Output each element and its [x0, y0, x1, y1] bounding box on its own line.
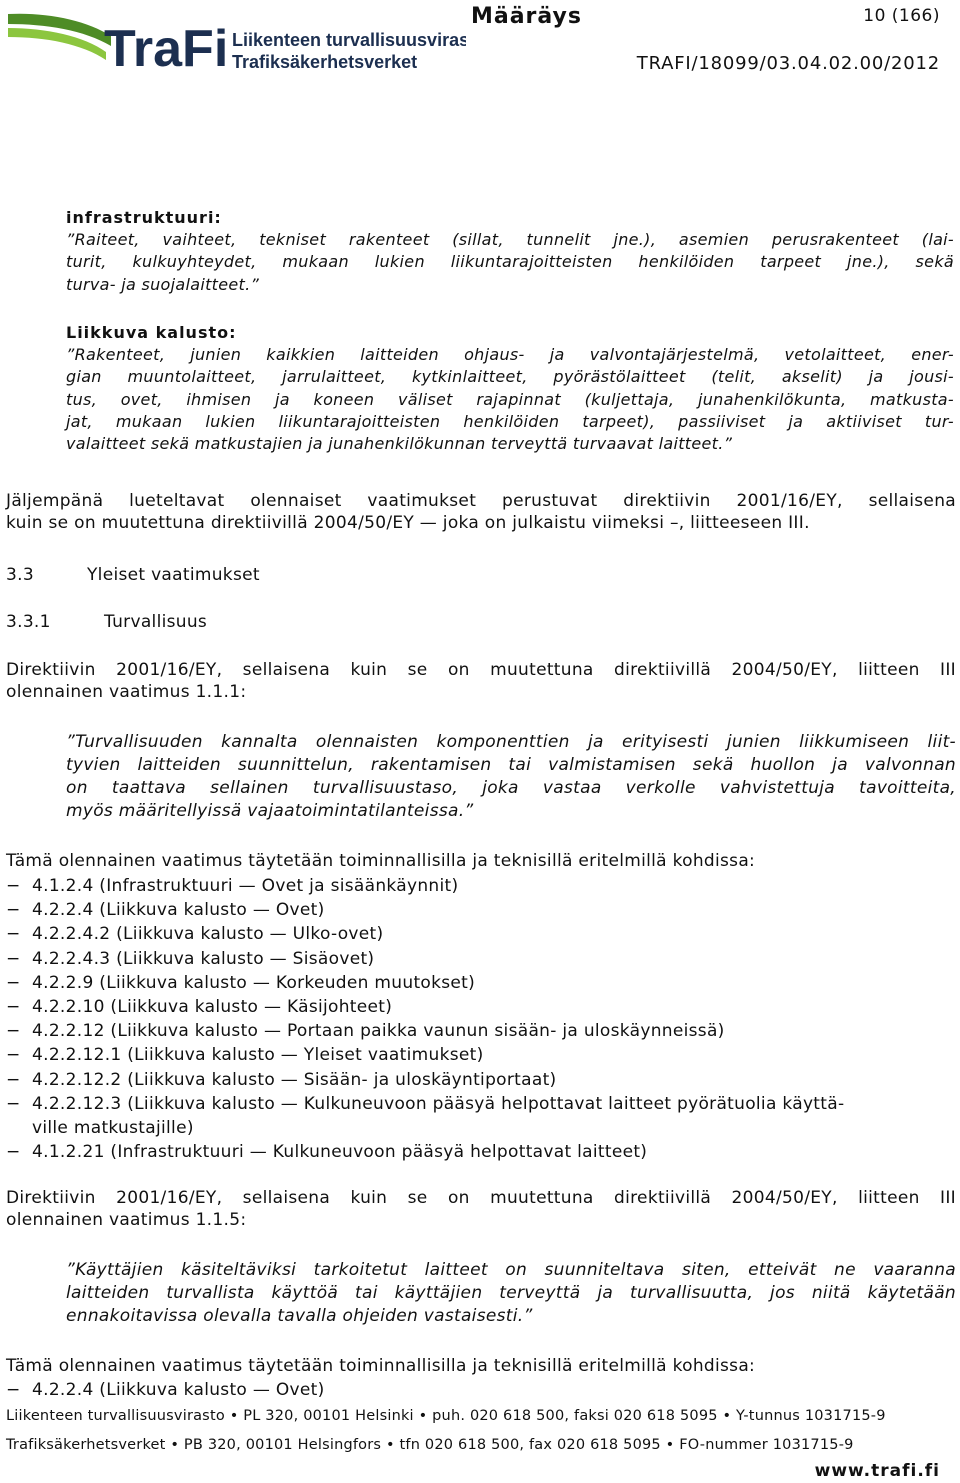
requirement-1-1-5-list [6, 1378, 956, 1402]
trafi-logo [6, 6, 466, 76]
footer-contact-sv: Trafiksäkerhetsverket • PB 320, 00101 Helsingfors • tfn 020 618 500, fax 020 618 5095 • FO-nummer 1031715-9 [6, 1437, 854, 1453]
paragraph-line: kuin se on muutettuna direktiivillä 2004/50/EY — joka on julkaistu viimeksi –, liitteeseen III. [6, 513, 810, 533]
quote-line: ”Rakenteet, junien kaikkien laitteiden ohjaus- ja valvontajärjestelmä, vetolaitteet, ener- [66, 345, 954, 365]
list-item-text: 4.2.2.9 (Liikkuva kalusto — Korkeuden muutokset) [32, 972, 476, 993]
dash-bullet: − [6, 1021, 21, 1042]
paragraph-line: Direktiivin 2001/16/EY, sellaisena kuin se on muutettuna direktiivillä 2004/50/EY, liitteen III [6, 1188, 956, 1208]
list-item [6, 1068, 956, 1092]
quote-line: jat, mukaan lukien liikuntarajoitteisten henkilöiden tarpeet), passiiviset ja aktiiviset tur- [66, 411, 954, 431]
quote-line: on taattava sellainen turvallisuustaso, joka vastaa verkolle vahvistettuja tavoitteita, [66, 778, 956, 798]
footer-website-link[interactable]: www.trafi.fi [814, 1461, 940, 1481]
dash-bullet: − [6, 948, 21, 969]
section-3-3-1-title: Turvallisuus [104, 612, 208, 632]
quote-line: tus, ovet, ihmisen ja koneen väliset rajapinnat (kuljettaja, junahenkilökunta, matkusta- [66, 389, 954, 409]
quote-line: tyvien laitteiden suunnittelun, rakentamisen tai valmistamisen sekä huollon ja valvonnan [66, 755, 956, 775]
list-item [6, 995, 956, 1019]
quote-line: ”Raiteet, vaihteet, tekniset rakenteet (sillat, tunnelit jne.), asemien perusrakenteet (lai- [66, 230, 954, 250]
quote-line: valaitteet sekä matkustajien ja junahenkilökunnan terveyttä turvaavat laitteet.” [66, 434, 733, 454]
logo-org-name-sv: Trafiksäkerhetsverket [232, 52, 418, 72]
list-item [6, 971, 956, 995]
requirement-1-1-1-quote [66, 731, 956, 823]
paragraph-line: olennainen vaatimus 1.1.1: [6, 682, 247, 702]
dash-bullet: − [6, 997, 21, 1018]
list-item [6, 947, 956, 971]
list-item-text: 4.2.2.4 (Liikkuva kalusto — Ovet) [32, 1380, 325, 1400]
list-item [6, 1019, 956, 1043]
dash-bullet: − [6, 972, 21, 993]
list-item [6, 1092, 956, 1116]
logo-org-name-fi: Liikenteen turvallisuusvirasto [232, 30, 466, 50]
list-item [6, 1140, 956, 1164]
list-item-text: 4.1.2.4 (Infrastruktuuri — Ovet ja sisäänkäynnit) [32, 876, 459, 896]
doc-type: Määräys [470, 4, 582, 29]
quote-line: laitteiden turvallista käyttöä tai käyttäjien terveyttä ja turvallisuutta, jos niitä käytetään [66, 1283, 956, 1303]
list-item-text: 4.2.2.10 (Liikkuva kalusto — Käsijohteet) [32, 997, 393, 1018]
requirement-1-1-1-fulfilled-intro: Tämä olennainen vaatimus täytetään toiminnallisilla ja teknisillä eritelmillä kohdissa: [6, 851, 756, 871]
quote-line: turit, kulkuyhteydet, mukaan lukien liikuntarajoitteisten henkilöiden tarpeet jne.), sekä [66, 252, 954, 272]
quote-line: turva- ja suojalaitteet.” [66, 274, 260, 294]
requirement-1-1-1-intro [6, 659, 956, 703]
requirement-1-1-5-quote [66, 1259, 956, 1328]
list-item-text: 4.2.2.12 (Liikkuva kalusto — Portaan paikka vaunun sisään- ja uloskäynneissä) [32, 1021, 725, 1042]
section-3-3-1-number: 3.3.1 [6, 612, 51, 632]
list-item-continuation: ville matkustajille) [32, 1118, 194, 1139]
document-id: TRAFI/18099/03.04.02.00/2012 [636, 53, 940, 74]
list-item [6, 1378, 956, 1402]
quote-line: gian muuntolaitteet, jarrulaitteet, kytkinlaitteet, pyörästölaitteet (telit, akselit) ja jousi- [66, 367, 954, 387]
quote-line: myös määritellyissä vajaatoimintatilanteissa.” [66, 801, 474, 821]
list-item-text: 4.2.2.12.2 (Liikkuva kalusto — Sisään- ja uloskäyntiportaat) [32, 1069, 557, 1090]
requirement-1-1-5-intro [6, 1187, 956, 1231]
quote-heading: Liikkuva kalusto: [66, 323, 237, 342]
dash-bullet: − [6, 1045, 21, 1066]
paragraph-line: Direktiivin 2001/16/EY, sellaisena kuin se on muutettuna direktiivillä 2004/50/EY, liitteen III [6, 660, 956, 680]
dash-bullet: − [6, 876, 21, 896]
dash-bullet: − [6, 900, 21, 921]
list-item-text: 4.2.2.4 (Liikkuva kalusto — Ovet) [32, 900, 325, 921]
quote-infrastructure [66, 207, 954, 296]
list-item-text: 4.1.2.21 (Infrastruktuuri — Kulkuneuvoon pääsyä helpottavat laitteet) [32, 1142, 648, 1163]
dash-bullet: − [6, 1069, 21, 1090]
footer-contact-fi: Liikenteen turvallisuusvirasto • PL 320, 00101 Helsinki • puh. 020 618 500, faksi 020 618 5095 • Y-tunnus 1031715-9 [6, 1408, 886, 1424]
paragraph-line: olennainen vaatimus 1.1.5: [6, 1210, 247, 1230]
dash-bullet: − [6, 1093, 21, 1114]
section-3-3-number: 3.3 [6, 565, 34, 585]
list-item-text: 4.2.2.12.3 (Liikkuva kalusto — Kulkuneuvoon pääsyä helpottavat laitteet pyörätuolia käyttä- [32, 1093, 845, 1114]
quote-line: ”Käyttäjien käsiteltäviksi tarkoitetut laitteet on suunniteltava siten, etteivät ne vaaranna [66, 1260, 956, 1280]
list-item [6, 1043, 956, 1067]
list-item [6, 874, 956, 898]
page-number: 10 (166) [863, 6, 940, 26]
quote-line: ”Turvallisuuden kannalta olennaisten komponenttien ja erityisesti junien liikkumiseen liit- [66, 732, 956, 752]
list-item-text: 4.2.2.4.2 (Liikkuva kalusto — Ulko-ovet) [32, 924, 384, 945]
quote-heading: infrastruktuuri: [66, 208, 222, 227]
dash-bullet: − [6, 924, 21, 945]
list-item [6, 922, 956, 946]
quote-line: ennakoitavissa olevalla tavalla ohjeiden vastaisesti.” [66, 1306, 533, 1326]
quote-rolling-stock [66, 322, 954, 455]
requirement-1-1-5-fulfilled-intro: Tämä olennainen vaatimus täytetään toiminnallisilla ja teknisillä eritelmillä kohdissa: [6, 1356, 756, 1376]
paragraph-line: Jäljempänä lueteltavat olennaiset vaatimukset perustuvat direktiivin 2001/16/EY, sellaisena [6, 491, 956, 511]
list-item-text: 4.2.2.4.3 (Liikkuva kalusto — Sisäovet) [32, 948, 375, 969]
requirement-1-1-1-list [6, 874, 956, 1164]
dash-bullet: − [6, 1380, 21, 1400]
list-item-text: 4.2.2.12.1 (Liikkuva kalusto — Yleiset vaatimukset) [32, 1045, 484, 1066]
logo-brand-text: TraFi [104, 20, 229, 76]
trafi-logo-graphic [6, 6, 466, 76]
dash-bullet: − [6, 1142, 21, 1163]
intro-paragraph [6, 490, 956, 534]
list-item [6, 898, 956, 922]
section-3-3-title: Yleiset vaatimukset [87, 565, 260, 585]
